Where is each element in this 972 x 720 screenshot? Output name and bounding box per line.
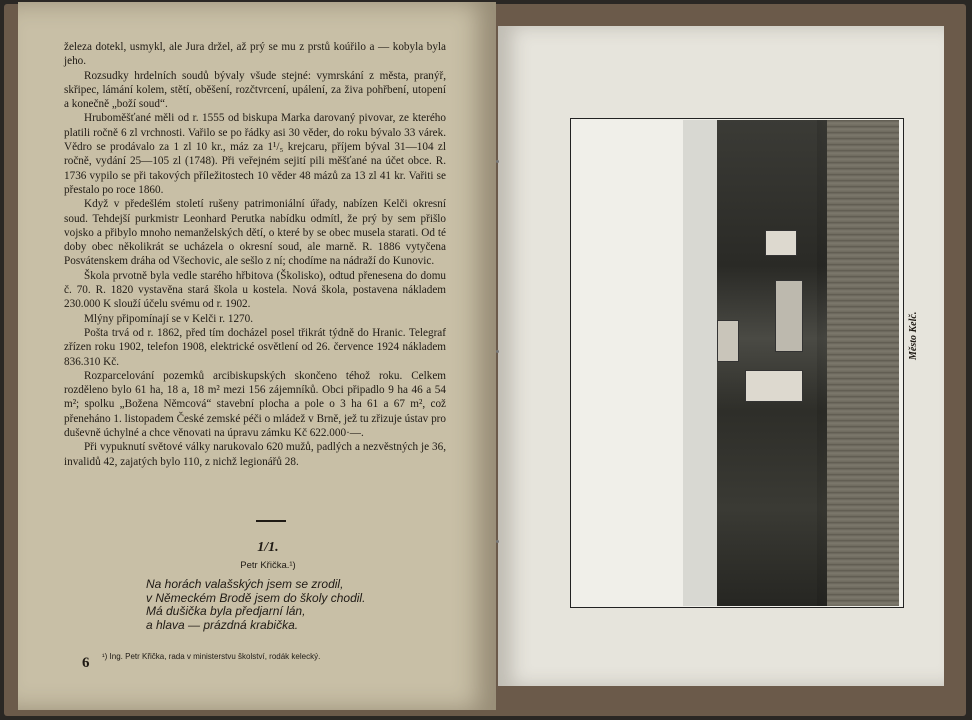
page-number: 6	[82, 655, 90, 671]
paragraph: Rozparcelování pozemků arcibiskupských skončeno téhož roku. Celkem rozděleno bylo 61 ha, 18 a, 18 m² mezi 156 zájemníků. Obci připadlo 9 ha 46 a 54 m²; spolku „Božena Němcová“ stavební plocha a pole o 3 ha 61 a 67 m², což přeneháno 1. listopadem České zemské péči o mládež v Brně, jež tu zřizuje ústav pro duševně úchylné a chce věnovati na úpravu zámku Kč 622.000·—.	[64, 369, 446, 440]
paragraph: železa dotekl, usmykl, ale Jura držel, až prý se mu z prstů koúřilo a — kobyla byla jeho.	[64, 41, 446, 68]
poem-title: 1/1.	[257, 540, 279, 555]
footnote: ¹) Ing. Petr Křička, rada v ministerstvu školství, rodák kelecký.	[102, 652, 321, 661]
paragraph: Když v předešlém století rušeny patrimoniální úřady, nabízen Kelči okresní soud. Tehdejší purkmistr Leonhard Perutka nabídku odmítl, že prý by sem přišlo vojsko a přibylo mnoho nemanželských dětí, o které by se obec musela starati. Od té doby obec několikrát se ucházela o okresní soud, ale marně. R. 1886 vytyčena Posvátenskem dráha od Všechovic, ale sešlo z ní; chodíme na nádraží do Kunovic.	[64, 198, 446, 268]
paragraph: Rozsudky hrdelních soudů bývaly všude stejné: vymrskání z města, pranýř, skřipec, lámání kolem, stětí, oběšení, rozčtvrcení, upálení, za živa pohřbení, utopení a konečně „boží soud“.	[64, 69, 446, 111]
photo-church	[717, 320, 739, 362]
paragraph: Hruboměšťané měli od r. 1555 od biskupa Marka darovaný pivovar, ze kterého platili ročně 6 zl vrchnosti. Vařilo se po řádky asi 30 věder, do roku bývalo 33 várek. Vědro se prodávalo za 1 zl 10 kr., máz za 1¹/₅ krejcaru, příjem býval 31—104 zl ročně, vydání 25—105 zl (1748). Při veřejném sejití pili měšťané na účet obce. R. 1736 vypilo se při takových příležitostech 10 věder 48 mázů za 13 zl 41 kr. Vařiti se přestalo po roce 1860.	[64, 112, 446, 196]
photo-house	[745, 370, 803, 402]
photo-house	[765, 230, 797, 256]
paragraph: Pošta trvá od r. 1862, před tím docházel posel třikrát týdně do Hranic. Telegraf zřízen roku 1902, telefon 1908, elektrické osvětlení od 26. července 1924 nákladem 836.310 Kč.	[64, 326, 446, 368]
binding-stitch	[496, 540, 499, 543]
town-photograph	[683, 120, 899, 606]
photo-field	[827, 120, 899, 606]
left-page-text	[64, 40, 446, 469]
poem-line: Na horách valašských jsem se zrodil,	[146, 577, 344, 591]
poem-line: Má dušička byla předjarní lán,	[146, 604, 306, 618]
paragraph: Při vypuknutí světové války narukovalo 620 mužů, padlých a nezvěstných je 36, invalidů 42, zajatých bylo 110, z nichž legionářů 28.	[64, 441, 446, 468]
photo-sky	[683, 120, 717, 606]
binding-stitch	[496, 350, 499, 353]
photo-caption: Město Kelč.	[908, 311, 919, 360]
photo-house	[775, 280, 803, 352]
poem-author: Petr Křička.¹)	[240, 560, 296, 571]
binding-stitch	[496, 160, 499, 163]
poem	[146, 578, 466, 632]
paragraph: Škola prvotně byla vedle starého hřbitova (Školisko), odtud přenesena do domu č. 70. R. 1820 vystavěna stará škola u kostela. Nová škola, postavena nákladem 230.000 K slouží účelu svému od r. 1902.	[64, 269, 446, 311]
poem-line: v Německém Brodě jsem do školy chodil.	[146, 590, 366, 605]
paragraph: Mlýny připomínají se v Kelči r. 1270.	[84, 312, 254, 325]
poem-line: a hlava — prázdná krabička.	[146, 617, 299, 632]
section-rule	[256, 520, 286, 522]
